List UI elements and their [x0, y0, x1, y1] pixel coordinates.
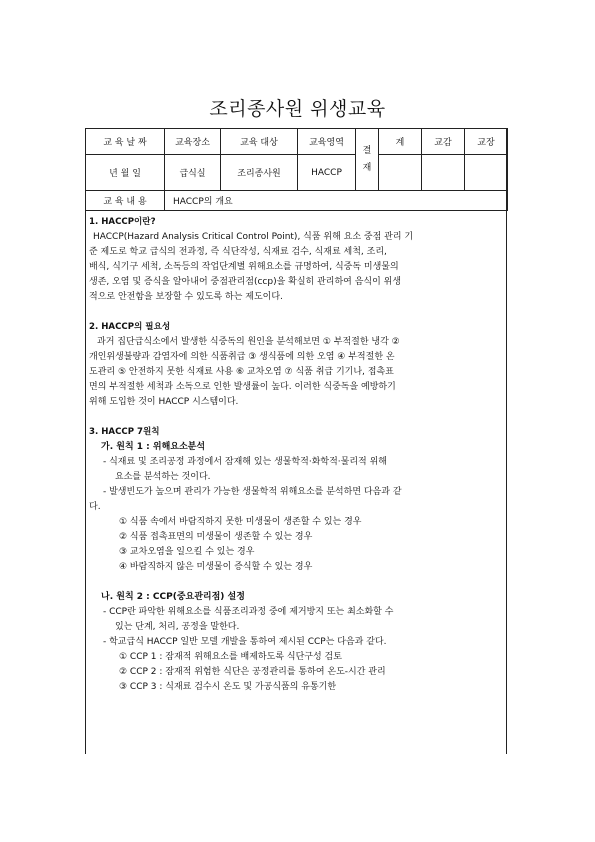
value-target: 조리종사원	[221, 155, 298, 191]
label-target: 교육 대상	[221, 129, 298, 155]
page-title: 조리종사원 위생교육	[209, 98, 386, 120]
sign-principal	[465, 155, 508, 191]
text-line: 다.	[89, 502, 101, 512]
text-line: 과거 집단급식소에서 발생한 식중독의 원인을 분석해보면 ① 부적절한 냉각 ②	[97, 337, 400, 347]
label-charge: 계	[379, 129, 422, 155]
section-3-heading: 3. HACCP 7원칙	[89, 427, 160, 437]
text-line: 개인위생불량과 감염자에 의한 식품취급 ③ 생식품에 의한 오염 ④ 부적절한 온	[89, 352, 395, 362]
list-item: ③ CCP 3 : 식재료 검수시 온도 및 가공식품의 유통기한	[119, 682, 337, 692]
value-place: 급식실	[165, 155, 221, 191]
list-item: ③ 교차오염을 일으킬 수 있는 경우	[119, 547, 255, 557]
list-item: ① CCP 1 : 잠재적 위해요소를 배제하도록 식단구성 검토	[119, 652, 342, 662]
text-line: 있는 단계, 처리, 공정을 말한다.	[115, 622, 240, 632]
section-1-body	[89, 230, 505, 305]
principle-2-heading: 나. 원칙 2 : CCP(중요관리점) 설정	[101, 592, 245, 602]
label-principal: 교장	[465, 129, 508, 155]
label-supervisor: 교감	[422, 129, 465, 155]
text-line: - 발생빈도가 높으며 관리가 가능한 생물학적 위해요소를 분석하면 다음과 같	[103, 487, 402, 497]
section-2-heading: 2. HACCP의 필요성	[89, 322, 171, 332]
text-line: 생존, 오염 및 증식을 알아내어 중점관리점(ccp)을 확실히 관리하여 음식이 위생	[89, 277, 402, 287]
text-line: 면의 부적절한 세척과 소독으로 인한 발생률이 높다. 이러한 식중독을 예방하기	[89, 382, 396, 392]
value-content: HACCP의 개요	[165, 191, 508, 211]
value-date: 년 월 일	[86, 155, 165, 191]
text-line: 준 제도로 학교 급식의 전과정, 즉 식단작성, 식재료 검수, 식재료 세척, 조리,	[89, 247, 387, 257]
label-place: 교육장소	[165, 129, 221, 155]
label-approval: 결 재	[356, 129, 379, 191]
text-line: - 학교급식 HACCP 일반 모델 개발을 통하여 제시된 CCP는 다음과 같다.	[103, 637, 387, 647]
text-line: 도관리 ⑤ 안전하지 못한 식재료 사용 ⑥ 교차오염 ⑦ 식품 취급 기기나, 접촉표	[89, 367, 394, 377]
text-line: - 식재료 및 조리공정 과정에서 잠재해 있는 생물학적·화학적·물리적 위해	[103, 457, 387, 467]
list-item: ② 식품 접촉표면의 미생물이 생존할 수 있는 경우	[119, 532, 313, 542]
text-line: HACCP(Hazard Analysis Critical Control Point), 식품 위해 요소 중점 관리 기	[93, 232, 414, 242]
text-line: 적으로 안전함을 보장할 수 있도록 하는 제도이다.	[89, 292, 283, 302]
label-area: 교육영역	[298, 129, 356, 155]
document-body	[89, 215, 505, 695]
text-line: 위해 도입한 것이 HACCP 시스템이다.	[89, 397, 239, 407]
label-date: 교 육 날 짜	[86, 129, 165, 155]
principle-1-heading: 가. 원칙 1 : 위해요소분석	[101, 442, 206, 452]
sign-supervisor	[422, 155, 465, 191]
list-item: ② CCP 2 : 잠재적 위험한 식단은 공정관리를 통하여 온도-시간 관리	[119, 667, 386, 677]
text-line: 배식, 식기구 세척, 소독등의 작업단계별 위해요소를 규명하여, 식중독 미생물의	[89, 262, 399, 272]
text-line: 요소를 분석하는 것이다.	[115, 472, 211, 482]
header-table	[85, 128, 508, 211]
value-area: HACCP	[298, 155, 356, 191]
section-2-body	[89, 335, 505, 410]
list-item: ① 식품 속에서 바람직하지 못한 미생물이 생존할 수 있는 경우	[119, 517, 362, 527]
list-item: ④ 바람직하지 않은 미생물이 증식할 수 있는 경우	[119, 562, 313, 572]
label-content: 교 육 내 용	[86, 191, 165, 211]
text-line: - CCP란 파악한 위해요소를 식품조리과정 중에 제거방지 또는 최소화할 수	[103, 607, 394, 617]
sign-charge	[379, 155, 422, 191]
section-1-heading: 1. HACCP이란?	[89, 217, 156, 227]
